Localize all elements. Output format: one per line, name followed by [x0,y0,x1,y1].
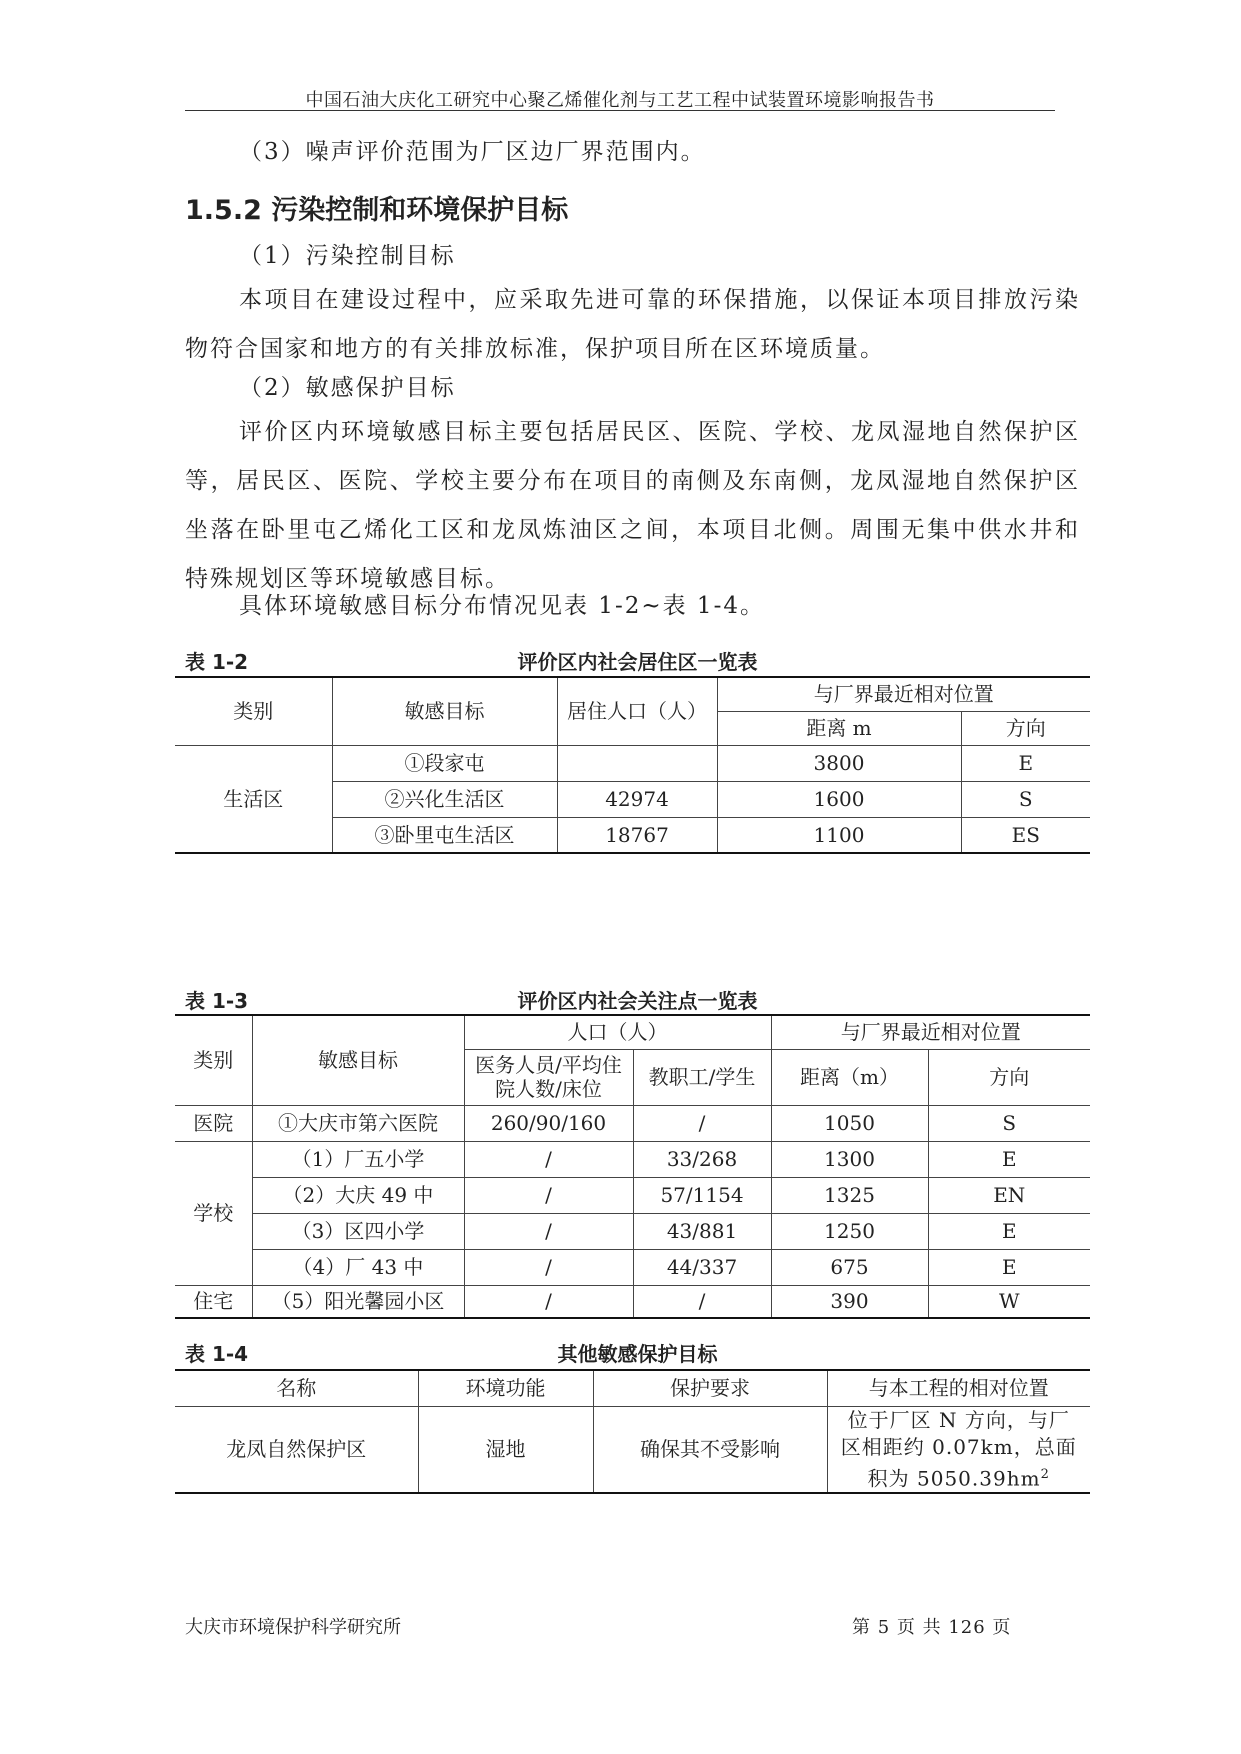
table-row [175,1177,1090,1213]
header-medical: 医务人员/平均住院人数/床位 [464,1049,633,1105]
pollution-target-text: 本项目在建设过程中，应采取先进可靠的环保措施，以保证本项目排放污染物符合国家和地方的有关排放标准，保护项目所在区环境质量。 [185,287,1080,362]
cell-distance: 675 [771,1249,928,1285]
running-header: 中国石油大庆化工研究中心聚乙烯催化剂与工艺工程中试装置环境影响报告书 [305,90,935,111]
table-reference-text: 具体环境敏感目标分布情况见表 1-2~表 1-4。 [239,593,765,619]
cell-target: ②兴化生活区 [332,781,557,817]
cell-target: （3）区四小学 [252,1213,464,1249]
table-row [175,1285,1090,1318]
cell-staff: / [633,1105,771,1141]
header-target: 敏感目标 [332,677,557,745]
table-row [175,1141,1090,1177]
position-line-3 [832,1461,1087,1493]
table-1-4-number: 表 1-4 [185,1342,249,1366]
table-row [175,1105,1090,1141]
table-1-3-number: 表 1-3 [185,989,249,1013]
cell-staff: 43/881 [633,1213,771,1249]
cell-population: 42974 [557,781,717,817]
cell-category: 学校 [175,1141,252,1285]
cell-staff: 33/268 [633,1141,771,1177]
header-population: 人口（人） [464,1015,771,1049]
position-line-2: 区相距约 0.07km，总面 [840,1434,1077,1459]
footer-page-number: 第 5 页 共 126 页 [852,1617,1012,1638]
cell-distance: 1600 [717,781,961,817]
table-1-3 [175,1014,1090,1319]
header-position: 与本工程的相对位置 [827,1370,1090,1406]
cell-target: （1）厂五小学 [252,1141,464,1177]
cell-function: 湿地 [418,1406,593,1493]
cell-direction: S [928,1105,1090,1141]
header-requirement: 保护要求 [593,1370,827,1406]
group-label: 生活区 [175,745,332,853]
cell-direction: W [928,1285,1090,1318]
cell-target: ③卧里屯生活区 [332,817,557,853]
table-1-2-title: 评价区内社会居住区一览表 [517,650,758,674]
cell-staff: / [633,1285,771,1318]
sensitive-target-text: 评价区内环境敏感目标主要包括居民区、医院、学校、龙凤湿地自然保护区等，居民区、医院、学校主要分布在项目的南侧及东南侧，龙凤湿地自然保护区坐落在卧里屯乙烯化工区和龙凤炼油区之间，本项目北侧。周围无集中供水井和特殊规划区等环境敏感目标。 [185,419,1080,592]
cell-distance: 1300 [771,1141,928,1177]
header-rule [185,110,1055,111]
cell-staff: 57/1154 [633,1177,771,1213]
cell-distance: 390 [771,1285,928,1318]
table-row [175,745,1090,781]
cell-distance: 1325 [771,1177,928,1213]
header-direction: 方向 [961,711,1090,745]
cell-direction: E [928,1141,1090,1177]
cell-direction: E [928,1249,1090,1285]
header-category: 类别 [175,1015,252,1105]
cell-direction: E [961,745,1090,781]
cell-distance: 1050 [771,1105,928,1141]
cell-distance: 1250 [771,1213,928,1249]
cell-medical: / [464,1213,633,1249]
footer-organization: 大庆市环境保护科学研究所 [185,1617,401,1638]
header-position: 与厂界最近相对位置 [771,1015,1090,1049]
header-name: 名称 [175,1370,418,1406]
table-1-2-number: 表 1-2 [185,650,249,674]
header-population: 居住人口（人） [557,677,717,745]
cell-target: ①大庆市第六医院 [252,1105,464,1141]
cell-population: 18767 [557,817,717,853]
cell-category: 医院 [175,1105,252,1141]
cell-distance: 1100 [717,817,961,853]
cell-category: 住宅 [175,1285,252,1318]
cell-medical: / [464,1177,633,1213]
header-distance: 距离 m [717,711,961,745]
table-1-4 [175,1369,1090,1494]
cell-position [827,1406,1090,1493]
cell-direction: EN [928,1177,1090,1213]
cell-direction: E [928,1213,1090,1249]
header-distance: 距离（m） [771,1049,928,1105]
cell-target: （5）阳光馨园小区 [252,1285,464,1318]
cell-population [557,745,717,781]
cell-distance: 3800 [717,745,961,781]
cell-staff: 44/337 [633,1249,771,1285]
cell-target: （4）厂 43 中 [252,1249,464,1285]
sensitive-target-label: （2）敏感保护目标 [239,375,456,401]
header-function: 环境功能 [418,1370,593,1406]
table-row [175,1249,1090,1285]
section-heading: 1.5.2 污染控制和环境保护目标 [185,195,569,226]
cell-medical: / [464,1141,633,1177]
cell-medical: / [464,1249,633,1285]
table-1-4-title: 其他敏感保护目标 [557,1342,718,1366]
cell-medical: 260/90/160 [464,1105,633,1141]
cell-direction: S [961,781,1090,817]
cell-requirement: 确保其不受影响 [593,1406,827,1493]
table-1-3-title: 评价区内社会关注点一览表 [517,989,758,1013]
cell-target: （2）大庆 49 中 [252,1177,464,1213]
cell-name: 龙凤自然保护区 [175,1406,418,1493]
header-position: 与厂界最近相对位置 [717,677,1090,711]
area-unit-superscript: 2 [1040,1466,1050,1482]
pollution-target-label: （1）污染控制目标 [239,243,456,269]
table-1-2 [175,676,1090,854]
position-line-1: 位于厂区 N 方向，与厂 [847,1407,1070,1432]
cell-target: ①段家屯 [332,745,557,781]
table-row [175,1213,1090,1249]
position-line-3-text: 积为 5050.39hm [867,1466,1041,1491]
cell-direction: ES [961,817,1090,853]
noise-scope-text: （3）噪声评价范围为厂区边厂界范围内。 [239,139,706,165]
header-staff: 教职工/学生 [633,1049,771,1105]
header-direction: 方向 [928,1049,1090,1105]
header-target: 敏感目标 [252,1015,464,1105]
cell-medical: / [464,1285,633,1318]
header-category: 类别 [175,677,332,745]
table-row [175,1406,1090,1493]
